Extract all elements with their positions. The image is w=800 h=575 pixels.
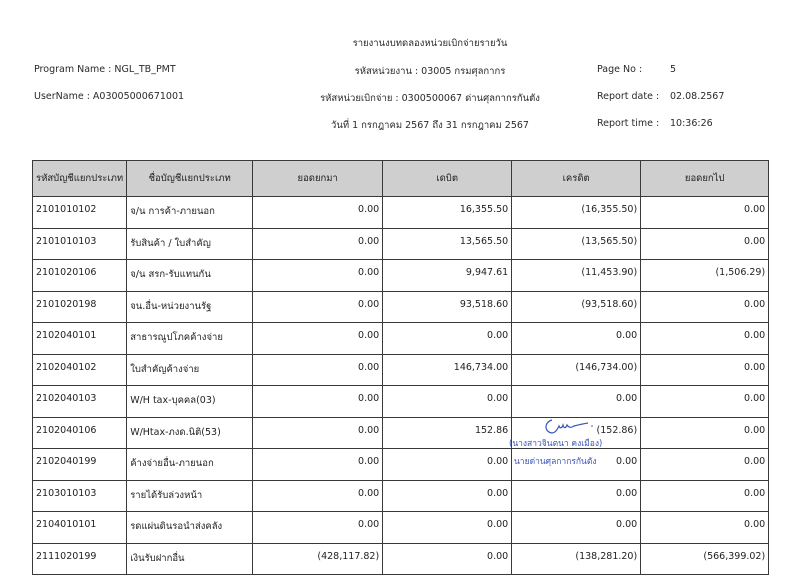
table-row [33,449,769,481]
cell-account-code: 2101010103 [33,228,127,260]
cell-debit: 13,565.50 [383,228,512,260]
cell-closing-balance: 0.00 [641,291,769,323]
cell-account-name: จ/น สรก-รับแทนกัน [127,260,253,292]
cell-closing-balance: 0.00 [641,323,769,355]
table-row [33,354,769,386]
report-date: 02.08.2567 [670,91,725,102]
cell-closing-balance: (566,399.02) [641,543,769,575]
table-row [33,323,769,355]
cell-account-code: 2101010102 [33,197,127,229]
column-header-debit: เดบิต [383,161,512,197]
cell-debit: 93,518.60 [383,291,512,323]
cell-account-name: รับสินค้า / ใบสำคัญ [127,228,253,260]
cell-account-code: 2101020106 [33,260,127,292]
cell-credit: 0.00 [512,386,641,418]
cell-account-name: รายได้รับล่วงหน้า [127,480,253,512]
cell-opening-balance: 0.00 [253,291,383,323]
table-row [33,291,769,323]
agency-code: รหัสหน่วยงาน : 03005 กรมศุลกากร [354,66,506,77]
cell-closing-balance: (1,506.29) [641,260,769,292]
cell-opening-balance: 0.00 [253,480,383,512]
cell-closing-balance: 0.00 [641,417,769,449]
cell-account-name: จน.อื่น-หน่วยงานรัฐ [127,291,253,323]
stamp-signer-position: นายด่านศุลกากรกันตัง [514,457,597,467]
cell-account-name: จ/น การค้า-ภายนอก [127,197,253,229]
cell-account-name: รดแผ่นดินรอนำส่งคลัง [127,512,253,544]
table-row [33,543,769,575]
cell-closing-balance: 0.00 [641,228,769,260]
cell-credit: (146,734.00) [512,354,641,386]
date-range: วันที่ 1 กรกฎาคม 2567 ถึง 31 กรกฎาคม 2567 [331,120,529,131]
cell-account-name: ใบสำคัญค้างจ่าย [127,354,253,386]
table-header-row [33,161,769,197]
cell-account-name: ค้างจ่ายอื่น-ภายนอก [127,449,253,481]
cell-credit: (152.86) [512,417,641,449]
cell-debit: 9,947.61 [383,260,512,292]
cell-opening-balance: 0.00 [253,449,383,481]
cell-opening-balance: 0.00 [253,228,383,260]
cell-debit: 0.00 [383,449,512,481]
cell-opening-balance: 0.00 [253,417,383,449]
cell-closing-balance: 0.00 [641,480,769,512]
username: UserName : A03005000671001 [34,91,185,102]
cell-credit: 0.00 [512,323,641,355]
cell-credit: (11,453.90) [512,260,641,292]
cell-account-code: 2102040106 [33,417,127,449]
report-date-label: Report date : [597,91,660,102]
cell-credit: (93,518.60) [512,291,641,323]
stamp-signer-name: (นางสาวจินตนา คงเมือง) [509,439,603,449]
cell-debit: 0.00 [383,480,512,512]
cell-opening-balance: 0.00 [253,323,383,355]
cell-account-name: W/H tax-บุคคล(03) [127,386,253,418]
column-header-opening-balance: ยอดยกมา [253,161,383,197]
cell-opening-balance: 0.00 [253,354,383,386]
column-header-closing-balance: ยอดยกไป [641,161,769,197]
cell-account-code: 2104010101 [33,512,127,544]
cell-account-code: 2102040103 [33,386,127,418]
table-row [33,197,769,229]
cell-opening-balance: 0.00 [253,260,383,292]
program-name: Program Name : NGL_TB_PMT [34,64,176,75]
cell-opening-balance: 0.00 [253,512,383,544]
cell-debit: 152.86 [383,417,512,449]
cell-debit: 0.00 [383,512,512,544]
cell-closing-balance: 0.00 [641,386,769,418]
cell-account-name: สาธารณูปโภคค้างจ่าย [127,323,253,355]
cell-credit: 0.00 [512,480,641,512]
column-header-credit: เครดิต [512,161,641,197]
table-row [33,386,769,418]
report-title: รายงานงบทดลองหน่วยเบิกจ่ายรายวัน [352,38,508,49]
column-header-account-code: รหัสบัญชีแยกประเภท [33,161,127,197]
cell-account-code: 2111020199 [33,543,127,575]
page-no-label: Page No : [597,64,643,75]
cell-account-code: 2102040199 [33,449,127,481]
cell-opening-balance: 0.00 [253,197,383,229]
table-row [33,228,769,260]
cell-credit: (13,565.50) [512,228,641,260]
cell-opening-balance: (428,117.82) [253,543,383,575]
disbursing-unit-code: รหัสหน่วยเบิกจ่าย : 0300500067 ด่านศุลกากรกันตัง [320,93,540,104]
cell-credit: 0.00 [512,449,641,481]
cell-credit: 0.00 [512,512,641,544]
column-header-account-name: ชื่อบัญชีแยกประเภท [127,161,253,197]
page-no: 5 [670,64,677,75]
cell-credit: (138,281.20) [512,543,641,575]
cell-debit: 0.00 [383,543,512,575]
cell-closing-balance: 0.00 [641,354,769,386]
cell-credit: (16,355.50) [512,197,641,229]
cell-debit: 0.00 [383,386,512,418]
cell-debit: 146,734.00 [383,354,512,386]
cell-account-code: 2101020198 [33,291,127,323]
table-row [33,480,769,512]
cell-account-code: 2102040102 [33,354,127,386]
cell-account-name: W/Htax-ภงด.นิติ(53) [127,417,253,449]
cell-debit: 16,355.50 [383,197,512,229]
cell-closing-balance: 0.00 [641,512,769,544]
cell-account-code: 2103010103 [33,480,127,512]
cell-opening-balance: 0.00 [253,386,383,418]
report-time: 10:36:26 [670,118,713,129]
cell-closing-balance: 0.00 [641,449,769,481]
table-row [33,260,769,292]
cell-account-code: 2102040101 [33,323,127,355]
cell-account-name: เงินรับฝากอื่น [127,543,253,575]
trial-balance-table [32,160,769,575]
table-row [33,417,769,449]
signature [540,416,600,436]
report-time-label: Report time : [597,118,660,129]
table-row [33,512,769,544]
cell-debit: 0.00 [383,323,512,355]
cell-closing-balance: 0.00 [641,197,769,229]
